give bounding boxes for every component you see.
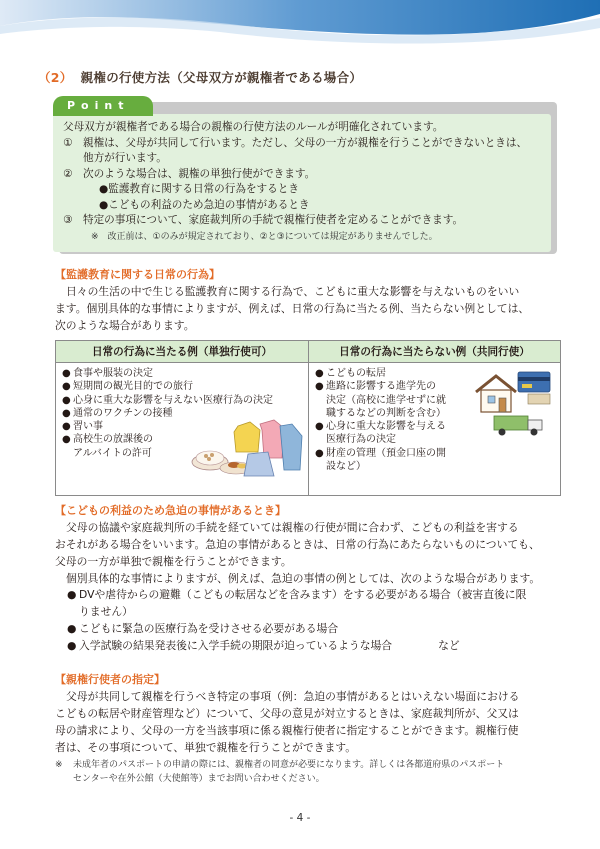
- point-note: ※ 改正前は、①のみが規定されており、②と③については規定がありませんでした。: [91, 231, 438, 242]
- daily-acts-line2: ます。個別具体的な事情によりますが、例えば、日常の行為に当たる例、当たらない例としては、: [55, 302, 530, 315]
- list-item: ● 高校生の放課後の: [62, 434, 153, 446]
- footnote-marker: ※: [55, 760, 63, 770]
- daily-acts-heading: 【監護教育に関する日常の行為】: [55, 268, 220, 281]
- section-title-text: 親権の行使方法（父母双方が親権者である場合）: [80, 70, 363, 85]
- list-item-continuation: 設など）: [326, 461, 366, 473]
- list-item-continuation: 医療行為の決定: [326, 434, 396, 446]
- designee-paragraph: [55, 688, 560, 756]
- list-item: ● 入学試験の結果発表後に入学手続の期限が迫っているような場合 など: [67, 639, 460, 652]
- list-item: ● 財産の管理（預金口座の開: [315, 447, 446, 459]
- table-header-daily: 日常の行為に当たる例（単独行使可）: [56, 341, 308, 363]
- list-item: ● 心身に重大な影響を与える: [315, 421, 446, 433]
- urgent-examples-list: [67, 586, 560, 654]
- list-item-continuation: アルバイトの許可: [73, 447, 152, 459]
- list-item: ● こどもの転居: [315, 368, 386, 379]
- list-item: ● 食事や服装の決定: [62, 368, 153, 379]
- designee-heading: 【親権行使者の指定】: [55, 673, 165, 686]
- point-item-2-line1: 次のような場合は、親権の単独行使ができます。: [83, 167, 316, 180]
- list-item: ● 短期間の観光目的での旅行: [62, 381, 193, 393]
- designee-line1: 父母が共同して親権を行うべき特定の事項（例：急迫の事情があるとはいえない場面における: [66, 690, 520, 703]
- point-item-1-line2: 他方が行います。: [83, 152, 167, 164]
- list-item: ● こどもに緊急の医療行為を受けさせる必要がある場合: [67, 622, 339, 635]
- list-item: ● 通常のワクチンの接種: [62, 407, 173, 419]
- point-item-2-marker: ②: [63, 167, 73, 180]
- list-item-continuation: 決定（高校に進学せずに就: [326, 394, 446, 406]
- point-item-1-line1: 親権は、父母が共同して行います。ただし、父母の一方が親権を行うことができないときは、: [83, 136, 528, 149]
- footnote: [55, 758, 560, 786]
- urgent-paragraph: [55, 519, 560, 587]
- daily-acts-paragraph: [55, 283, 560, 334]
- list-item: ● 心身に重大な影響を与えない医療行為の決定: [62, 394, 273, 406]
- table-header-not-daily: 日常の行為に当たらない例（共同行使）: [309, 341, 560, 363]
- footnote-line2: センターや在外公館（大使館等）までお問い合わせください。: [73, 774, 325, 784]
- point-tab: Point: [53, 96, 153, 116]
- list-item: ● DVや虐待からの避難（こどもの転居などを含みます）をする必要がある場合（被害直後に限: [67, 588, 527, 601]
- page-number: - 4 -: [289, 812, 311, 824]
- list-item: ● 習い事: [62, 421, 103, 433]
- point-item-2-sub1: ●監護教育に関する日常の行為をするとき: [99, 183, 299, 195]
- urgent-line2: おそれがある場合をいいます。急迫の事情があるときは、日常の行為にあたらないものについても、: [55, 538, 540, 551]
- urgent-line3: 父母の一方が単独で親権を行うことができます。: [55, 555, 292, 568]
- header-wave-band: [0, 0, 600, 58]
- list-item-continuation: りません）: [79, 605, 133, 618]
- designee-line4: 者は、その事項について、単独で親権を行うことができます。: [55, 741, 357, 754]
- section-title: [38, 68, 362, 86]
- point-item-3-line1: 特定の事項について、家庭裁判所の手続で親権行使者を定めることができます。: [83, 214, 464, 226]
- list-item: ● 進路に影響する進学先の: [315, 381, 436, 393]
- list-item-continuation: 職するなどの判断を含む）: [326, 407, 446, 419]
- urgent-line4: 個別具体的な事情によりますが、例えば、急迫の事情の例としては、次のような場合があります。: [66, 572, 541, 585]
- food-clothing-illustration: [188, 418, 308, 486]
- point-item-1: [63, 136, 547, 152]
- section-number: （2）: [38, 70, 73, 85]
- point-item-2-sub2: ●こどもの利益のため急迫の事情があるとき: [99, 198, 310, 211]
- urgent-line1: 父母の協議や家庭裁判所の手続を経ていては親権の行使が間に合わず、こどもの利益を害する: [66, 521, 519, 534]
- point-item-2: [63, 167, 547, 183]
- daily-acts-line1: 日々の生活の中で生じる監護教育に関する行為で、こどもに重大な影響を与えないものをいい: [66, 285, 520, 298]
- house-money-illustration: [472, 358, 556, 442]
- designee-line3: 母の請求により、父母の一方を当該事項に係る親権行使者に指定することができます。親権行使: [55, 724, 519, 737]
- daily-acts-line3: 次のような場合があります。: [55, 319, 195, 332]
- point-text: [63, 120, 547, 245]
- urgent-heading: 【こどもの利益のため急迫の事情があるとき】: [55, 504, 286, 517]
- footnote-line1: 未成年者のパスポートの申請の際には、親権者の同意が必要になります。詳しくは各都道府県のパスポート: [73, 760, 505, 770]
- point-item-3-marker: ③: [63, 214, 73, 226]
- point-intro: 父母双方が親権者である場合の親権の行使方法のルールが明確化されています。: [63, 121, 444, 133]
- point-item-1-marker: ①: [63, 136, 73, 149]
- point-item-3: [63, 213, 547, 229]
- point-card: [53, 96, 557, 254]
- list-item-tail: など: [438, 639, 460, 652]
- designee-line2: こどもの転居や財産管理など）について、父母の意見が対立するときは、家庭裁判所が、父又は: [55, 707, 519, 720]
